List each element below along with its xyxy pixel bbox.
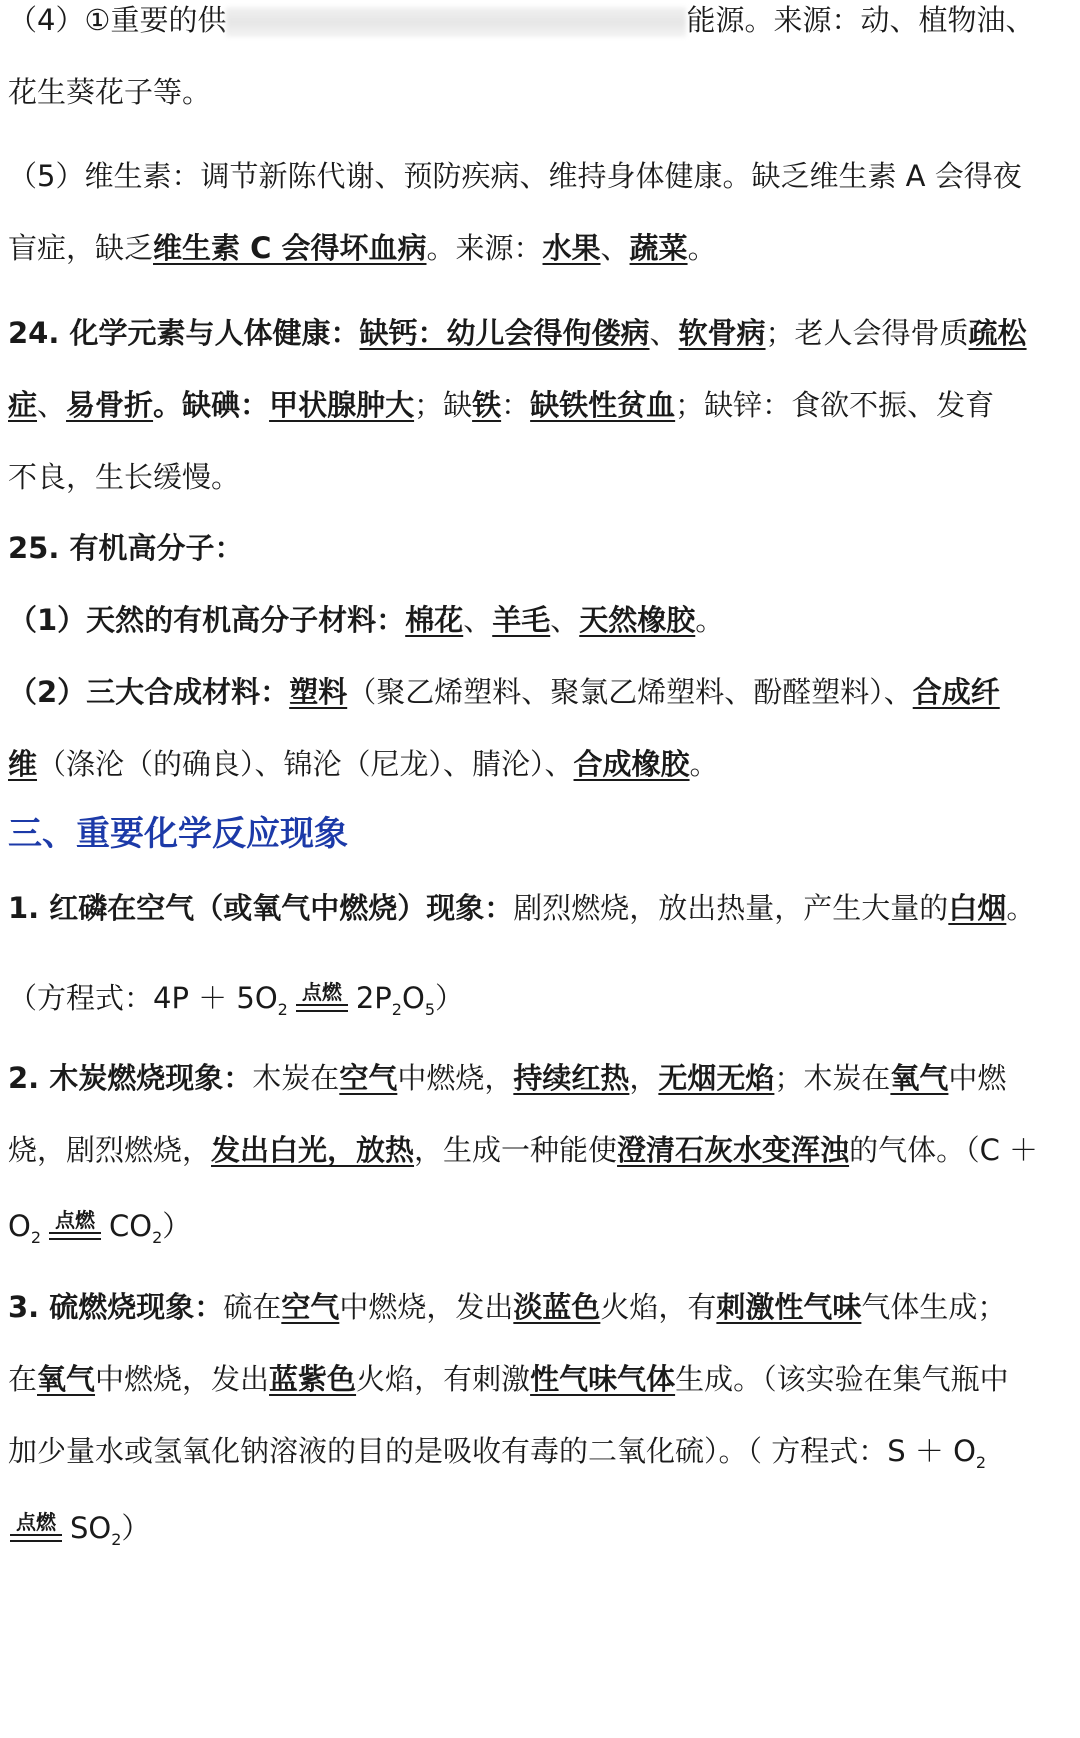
text-segment: 中燃烧，发出 <box>339 1290 514 1324</box>
text-segment: 中燃烧，发出 <box>95 1362 270 1396</box>
text-segment: O <box>8 1209 31 1243</box>
text-segment: （涤沦（的确良）、锦沦（尼龙）、腈沦）、 <box>37 747 574 781</box>
text-segment: 能源。来源：动、植物油、 <box>686 3 1035 37</box>
text-segment: ；缺锌：食欲不振、发育 <box>675 388 995 422</box>
text-segment: 。来源： <box>426 231 543 265</box>
underlined-term: 性气味气体 <box>530 1362 676 1396</box>
reaction-condition <box>47 1208 103 1248</box>
reaction-condition <box>8 1510 64 1550</box>
underlined-term: 水果 <box>542 231 601 265</box>
underlined-term: 棉花 <box>405 603 464 637</box>
text-segment: 。 <box>687 231 717 265</box>
reaction-condition <box>294 980 350 1020</box>
text-segment: ，生成一种能使 <box>414 1133 618 1167</box>
equation-line <box>8 978 1073 1030</box>
text-segment: SO <box>70 1511 112 1545</box>
equation-line <box>8 1508 1073 1560</box>
text-segment: 盲症，缺乏 <box>8 231 154 265</box>
underlined-term: 空气 <box>281 1290 340 1324</box>
text-line <box>8 600 1073 640</box>
text-line-reaction-1 <box>8 888 1073 928</box>
text-segment: 火焰，有刺激 <box>356 1362 531 1396</box>
underlined-term: 氧气 <box>890 1061 949 1095</box>
underlined-term: 淡蓝色 <box>513 1290 601 1324</box>
underlined-term: 白烟 <box>948 891 1007 925</box>
text-line <box>8 385 1073 425</box>
subscript: 5 <box>424 999 435 1019</box>
text-segment: （方程式：4P ＋ 5O <box>8 981 278 1015</box>
equals-bar <box>49 1232 101 1234</box>
text-segment: ） <box>121 1511 151 1545</box>
underlined-term: 发出白光，放热 <box>211 1133 415 1167</box>
condition-label: 点燃 <box>55 1208 96 1232</box>
text-line <box>8 457 1073 497</box>
subscript: 2 <box>152 1227 163 1247</box>
text-line <box>8 1130 1073 1170</box>
text-segment: 硫在 <box>223 1290 282 1324</box>
text-segment: 。 <box>1006 891 1036 925</box>
text-segment: 、 <box>600 231 630 265</box>
underlined-term: 持续红热 <box>513 1061 630 1095</box>
underlined-term: 澄清石灰水变浑浊 <box>617 1133 850 1167</box>
text-segment: 。 <box>695 603 725 637</box>
underlined-term: 甲状腺肿大 <box>269 388 415 422</box>
text-segment: 烧，剧烈燃烧， <box>8 1133 212 1167</box>
text-segment: 剧烈燃烧，放出热量，产生大量的 <box>513 891 949 925</box>
text-segment: 加少量水或氢氧化钠溶液的目的是吸收有毒的二氧化硫）。（ 方程式：S ＋ O <box>8 1434 976 1468</box>
underlined-term: 氧气 <box>37 1362 96 1396</box>
underlined-term: 天然橡胶 <box>579 603 696 637</box>
subscript: 2 <box>391 999 402 1019</box>
text-line-reaction-3 <box>8 1287 1073 1327</box>
text-segment: （1）天然的有机高分子材料： <box>8 603 406 637</box>
underlined-term: 刺激性气味 <box>716 1290 862 1324</box>
text-segment: ；木炭在 <box>774 1061 891 1095</box>
underlined-term: 缺铁性贫血 <box>530 388 676 422</box>
text-segment: 气体生成； <box>861 1290 1007 1324</box>
text-segment: 不良，生长缓慢。 <box>8 460 241 494</box>
underlined-term: 蓝紫色 <box>269 1362 357 1396</box>
text-segment: （5）维生素：调节新陈代谢、预防疾病、维持身体健康。缺乏维生素 A 会得夜 <box>8 159 1022 193</box>
item-title: 25. 有机高分子： <box>8 531 244 565</box>
equation-line <box>8 1206 1073 1258</box>
text-segment: 在 <box>8 1362 38 1396</box>
equals-bar <box>10 1540 62 1542</box>
underlined-term: 合成纤 <box>912 675 1000 709</box>
text-line <box>8 1431 1073 1483</box>
text-segment: ， <box>629 1061 659 1095</box>
text-segment: ： <box>501 388 531 422</box>
underlined-term: 塑料 <box>289 675 348 709</box>
text-segment: 。缺碘： <box>153 388 270 422</box>
underlined-term: 维 <box>8 747 38 781</box>
subscript: 2 <box>111 1529 122 1549</box>
text-segment: 、 <box>37 388 67 422</box>
text-line-item-24 <box>8 313 1073 353</box>
text-segment: 木炭在 <box>252 1061 340 1095</box>
condition-label: 点燃 <box>16 1510 56 1534</box>
item-title: 24. 化学元素与人体健康： <box>8 316 360 350</box>
equals-bar <box>49 1238 101 1240</box>
text-line <box>8 72 1073 112</box>
text-line <box>8 744 1073 784</box>
underlined-term: 软骨病 <box>678 316 766 350</box>
condition-label: 点燃 <box>301 980 342 1004</box>
section-heading: 三、重要化学反应现象 <box>8 814 348 854</box>
text-segment: （4）①重要的供 <box>8 3 227 37</box>
underlined-term: 易骨折 <box>66 388 154 422</box>
text-segment: ） <box>162 1209 192 1243</box>
text-segment: 、 <box>550 603 580 637</box>
underlined-term: 维生素 C 会得坏血病 <box>153 231 427 265</box>
underlined-term: 铁 <box>472 388 502 422</box>
equals-bar <box>296 1010 348 1012</box>
text-segment: 。 <box>689 747 719 781</box>
text-segment: 生成。（该实验在集气瓶中 <box>675 1362 1009 1396</box>
underlined-term: 症 <box>8 388 38 422</box>
text-segment: 、 <box>649 316 679 350</box>
text-segment: 中燃 <box>948 1061 1007 1095</box>
underlined-term: 空气 <box>339 1061 398 1095</box>
underlined-term: 蔬菜 <box>629 231 688 265</box>
text-segment: 2P <box>355 981 392 1015</box>
underlined-term: 缺钙：幼儿会得佝偻病 <box>359 316 650 350</box>
text-line-nutrient-4 <box>8 0 1073 40</box>
underlined-term: 无烟无焰 <box>658 1061 775 1095</box>
text-line-reaction-2 <box>8 1058 1073 1098</box>
text-segment: 中燃烧， <box>397 1061 514 1095</box>
subscript: 2 <box>30 1227 42 1247</box>
text-segment: （2）三大合成材料： <box>8 675 290 709</box>
text-line-vitamin <box>8 156 1073 196</box>
text-segment: ） <box>435 981 465 1015</box>
item-title: 2. 木炭燃烧现象： <box>8 1061 253 1095</box>
text-segment: 花生葵花子等。 <box>8 75 212 109</box>
text-segment: 的气体。（C ＋ <box>849 1133 1039 1167</box>
text-segment: ；缺 <box>414 388 473 422</box>
text-segment: O <box>401 981 425 1015</box>
subscript: 2 <box>277 999 288 1019</box>
text-segment: 火焰，有 <box>600 1290 717 1324</box>
text-segment: ；老人会得骨质 <box>765 316 969 350</box>
text-segment: CO <box>109 1209 153 1243</box>
underlined-term: 疏松 <box>968 316 1027 350</box>
text-segment: （聚乙烯塑料、聚氯乙烯塑料、酚醛塑料）、 <box>347 675 913 709</box>
text-line <box>8 672 1073 712</box>
text-line <box>8 1359 1073 1399</box>
subscript: 2 <box>975 1452 987 1472</box>
text-line-item-25 <box>8 528 1073 568</box>
underlined-term: 合成橡胶 <box>573 747 690 781</box>
text-line <box>8 228 1073 268</box>
text-segment: 、 <box>463 603 493 637</box>
blurred-region <box>226 7 686 37</box>
underlined-term: 羊毛 <box>492 603 551 637</box>
item-title: 3. 硫燃烧现象： <box>8 1290 224 1324</box>
equals-bar <box>296 1004 348 1006</box>
equals-bar <box>10 1534 62 1536</box>
item-title: 1. 红磷在空气（或氧气中燃烧）现象： <box>8 891 514 925</box>
